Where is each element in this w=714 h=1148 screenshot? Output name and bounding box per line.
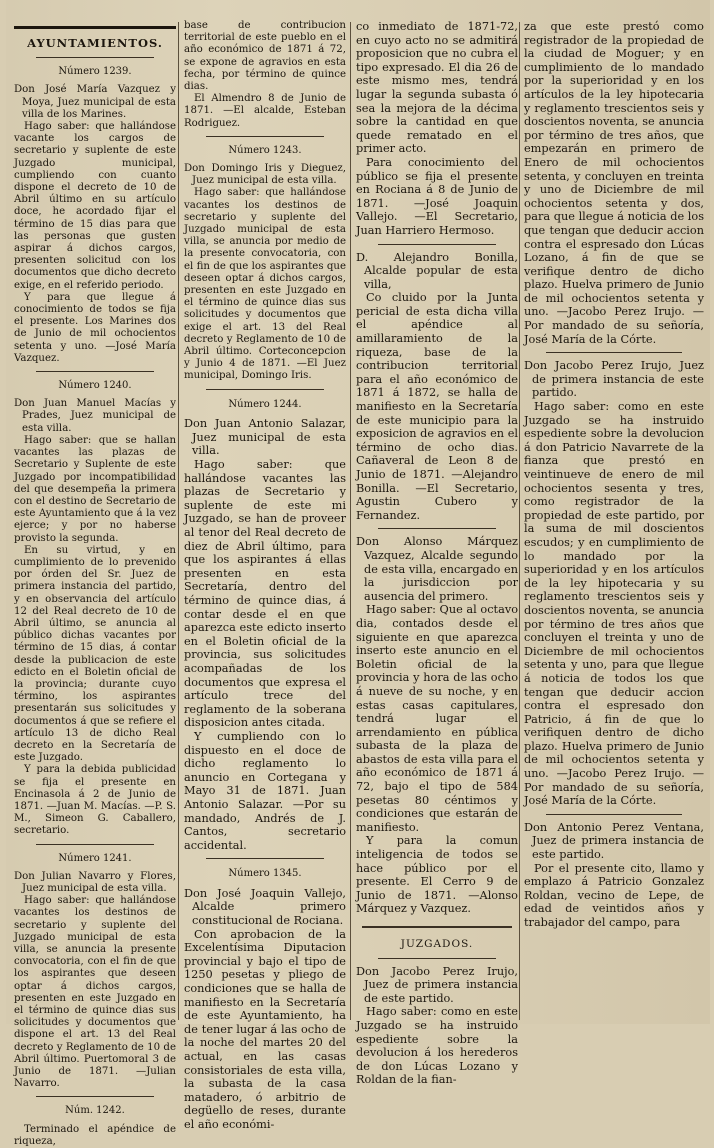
divider: [546, 814, 682, 815]
column-4: [524, 20, 704, 1024]
notice-body: Hago saber: que se hallan vacantes las plazas de Secretario y Suplente de este Juzgado por incompatibilidad del que desempeña la primera con el destino de Secretario de este Ayuntamiento que á la vez ejerce; y por no haberse provisto la segunda.: [14, 434, 176, 544]
notice-body: za que este prestó como registrador de la propiedad de la ciudad de Moguer; y en cumplimiento de lo mandado por la superioridad y en los artículos de la ley hipotecaria y reglamento trescientos seis y doscientos noventa, se anuncia por término de tres años, que empezarán en primero de Enero de mil ochocientos setenta, y concluyen en treinta y uno de Diciembre de mil ochocientos setenta y dos, para que llegue á noticia de los que tengan que deducir accion contra el espresado don Lúcas Lozano, á fin de que se verifique dentro de dicho plazo. Huelva primero de Junio de mil ochocientos setenta y uno. —Jacobo Perez Irujo. —Por mandado de su señoría, José María de la Córte.: [524, 20, 704, 346]
divider: [378, 244, 496, 245]
divider: [206, 389, 324, 390]
notice-body: Hago saber: como en este Juzgado se ha instruido espediente sobre la devolucion á don Patricio Navarrete de la fianza que prestó en veintinueve de enero de mil ochocientos sesenta y tres, como registrador de la propiedad de este partido, por la suma de mil doscientos escudos; y en cumplimiento de lo mandado por la superioridad y en los artículos de la ley hipotecaria y su reglamento trescientos seis y doscientos noventa, se anuncia por término de tres años que concluyen el treinta y uno de Diciembre de mil ochocientos setenta y uno, para que llegue á noticia de todos los que tengan que deducir accion contra el espresado don Patricio, á fin de que lo verifiquen dentro de dicho plazo. Huelva primero de Junio de mil ochocientos setenta y uno. —Jacobo Perez Irujo. —Por mandado de su señoría, José María de la Córte.: [524, 400, 704, 808]
newspaper-page: [6, 0, 710, 1147]
column-divider: [178, 22, 179, 1020]
column-divider: [519, 22, 520, 1020]
notice-number: Número 1240.: [58, 380, 132, 392]
divider: [206, 136, 324, 137]
notice-body: Co cluido por la Junta pericial de esta dicha villa el apéndice al amillaramiento de la riqueza, base de la contribucion territorial para el año económico de 1871 á 1872, se halla de manifiesto en la Secretaría de este municipio para la exposicion de agravios en el término de ocho dias. Cañaveral de Leon 8 de Junio de 1871. —Alejandro Bonilla. —El Secretario, Agustin Cubero y Fernandez.: [356, 291, 518, 522]
notice-body: base de contribucion territorial de este pueblo en el año económico de 1871 á 72, se expone de agravios en esta fecha, por término de quince dias.: [184, 20, 346, 93]
notice-body: Y para la comun inteligencia de todos se hace público por el presente. El Cerro 9 de Junio de 1871. —Alonso Márquez y Vazquez.: [356, 834, 518, 916]
column-1: [14, 20, 176, 1147]
notice-body: Terminado el apéndice de riqueza,: [14, 1123, 176, 1147]
notice-heading: Don Julian Navarro y Flores, Juez municipal de esta villa.: [14, 870, 176, 894]
notice-heading: Don José María Vazquez y Moya, Juez municipal de esta villa de los Marines.: [14, 84, 176, 120]
notice-body: Con aprobacion de la Excelentísima Diputacion provincial y bajo el tipo de 1250 pesetas y pliego de condiciones que se halla de manifiesto en la Secretaría de este Ayuntamiento, ha de tener lugar á las ocho de la noche del martes 20 del actual, en las casas consistoriales de esta villa, la subasta de la casa matadero, ó arbitrio de degüello de reses, durante el año económi-: [184, 927, 346, 1131]
notice-body: Hago saber: que hallándose vacante los cargos de secretario y suplente de este Juzgado municipal, cumpliendo con cuanto dispone el decreto de 10 de Abril último en su artículo doce, he acordado fijar el término de 15 dias para que las personas que gusten aspirar á dichos cargos, presenten solicitud con los documentos que dicho decreto exige, en el referido periodo.: [14, 121, 176, 291]
notice-body: co inmediato de 1871-72, en cuyo acto no se admitirá proposicion que no cubra el tipo expresado. El dia 26 de este mismo mes, tendrá lugar la segunda subasta ó sea la mejora de la décima sobre la cantidad en que quede rematado en el primer acto.: [356, 20, 518, 156]
notice-body: En su virtud, y en cumplimiento de lo prevenido por órden del Sr. Juez de primera instancia del partido, y en observancia del artículo 12 del Real decreto de 10 de Abril último, se anuncia al público dichas vacantes por término de 15 dias, á contar desde la publicacion de este edicto en el Boletin oficial de la provincia; durante cuyo término, los aspirantes presentarán sus solicitudes y documentos á que se refiere el artículo 13 de dicho Real decreto en la Secretaría de este Juzgado.: [14, 544, 176, 764]
notice-body: Hago saber: como en este Juzgado se ha instruido espediente sobre la devolucion á los herederos de don Lúcas Lozano y Roldan de la fian-: [356, 1005, 518, 1087]
notice-number: Número 1243.: [228, 144, 302, 156]
top-rule: [14, 26, 176, 29]
notice-body: Por el presente cito, llamo y emplazo á Patricio Gonzalez Roldan, vecino de Lepe, de edad de veintidos años y trabajador del campo, para: [524, 861, 704, 929]
notice-body: Hago saber: que hallándose vacantes los destinos de secretario y suplente del Juzgado municipal de esta villa, se anuncia la presente convocatoria, con el fin de que los aspirantes que deseen optar á dichos cargos, presenten en este Juzgado en el término de quince dias sus solicitudes y documentos que dispone el art. 13 del Real decreto y Reglamento de 10 de Abril último. Puertomoral 3 de Junio de 1871. —Julian Navarro.: [14, 895, 176, 1090]
divider: [36, 371, 154, 372]
notice-body: Hago saber: Que al octavo dia, contados desde el siguiente en que aparezca inserto este anuncio en el Boletin oficial de la provincia y hora de las ocho á nueve de su noche, y en estas casas capitulares, tendrá lugar el arrendamiento en pública subasta de la plaza de abastos de esta villa para el año económico de 1871 á 72, bajo el tipo de 584 pesetas 80 céntimos y condiciones que estarán de manifiesto.: [356, 603, 518, 834]
notice-heading: D. Alejandro Bonilla, Alcalde popular de esta villa,: [356, 250, 518, 291]
divider: [36, 57, 154, 58]
divider: [546, 352, 682, 353]
column-2: [184, 20, 346, 1131]
notice-heading: Don Juan Antonio Salazar, Juez municipal de esta villa.: [184, 417, 346, 458]
section-title: JUZGADOS.: [400, 938, 474, 950]
notice-body: Hago saber: que hallándose vacantes las plazas de Secretario y suplente de este mi Juzgado, se han de proveer al tenor del Real decreto de diez de Abril último, para que los aspirantes á ellas presenten en esta Secretaría, dentro del término de quince dias, á contar desde el en que aparezca este edicto inserto en el Boletin oficial de la provincia, sus solicitudes acompañadas de los documentos que expresa el artículo trece del reglamento de la soberana disposicion antes citada.: [184, 458, 346, 730]
notice-heading: Don Alonso Márquez Vazquez, Alcalde segundo de esta villa, encargado en la jurisdiccion por ausencia del primero.: [356, 535, 518, 603]
notice-number: Número 1241.: [58, 852, 132, 864]
notice-number: Número 1244.: [228, 398, 302, 410]
column-3: [356, 20, 518, 1087]
notice-body: Y para la debida publicidad se fija el presente en Encinasola á 2 de Junio de 1871. —Juan M. Macías. —P. S. M., Simeon G. Caballero, secretario.: [14, 764, 176, 837]
notice-body: Para conocimiento del público se fija el presente en Rociana á 8 de Junio de 1871. —José Joaquin Vallejo. —El Secretario, Juan Harriero Hermoso.: [356, 155, 518, 237]
notice-heading: Don Domingo Iris y Dieguez, Juez municipal de esta villa.: [184, 163, 346, 187]
notice-signature: El Almendro 8 de Junio de 1871. —El alcalde, Esteban Rodriguez.: [184, 93, 346, 129]
notice-heading: Don Jacobo Perez Irujo, Juez de primera instancia de este partido.: [356, 964, 518, 1005]
divider: [206, 858, 324, 859]
notice-heading: Don Antonio Perez Ventana, Juez de primera instancia de este partido.: [524, 820, 704, 862]
notice-number: Núm. 1242.: [65, 1105, 125, 1117]
notice-body: Y para que llegue á conocimiento de todos se fija el presente. Los Marines dos de Junio de mil ochocientos setenta y uno. —José María Vazquez.: [14, 291, 176, 364]
notice-number: Número 1239.: [58, 66, 132, 78]
notice-body: Hago saber: que hallándose vacantes los destinos de secretario y suplente del Juzgado municipal de esta villa, se anuncia por medio de la presente convocatoria, con el fin de que los aspirantes que deseen optar á dichos cargos, presenten en este Juzgado en el término de quince dias sus solicitudes y documentos que exige el art. 13 del Real decreto y Reglamento de 10 de Abril último. Corteconcepcion y Junio 4 de 1871. —El Juez municipal, Domingo Iris.: [184, 187, 346, 382]
column-divider: [350, 22, 351, 1020]
divider: [378, 528, 496, 529]
section-title: AYUNTAMIENTOS.: [27, 36, 163, 50]
notice-number: Número 1345.: [228, 868, 302, 880]
divider: [378, 958, 496, 959]
divider: [362, 926, 512, 928]
divider: [36, 1096, 154, 1097]
notice-heading: Don José Joaquin Vallejo, Alcalde primero constitucional de Rociana.: [184, 886, 346, 928]
notice-heading: Don Jacobo Perez Irujo, Juez de primera instancia de este partido.: [524, 359, 704, 400]
divider: [36, 844, 154, 845]
notice-heading: Don Juan Manuel Macías y Prades, Juez municipal de esta villa.: [14, 398, 176, 434]
notice-body: Y cumpliendo con lo dispuesto en el doce de dicho reglamento lo anuncio en Cortegana y Mayo 31 de 1871. Juan Antonio Salazar. —Por su mandado, Andrés de J. Cantos, secretario accidental.: [184, 729, 346, 852]
